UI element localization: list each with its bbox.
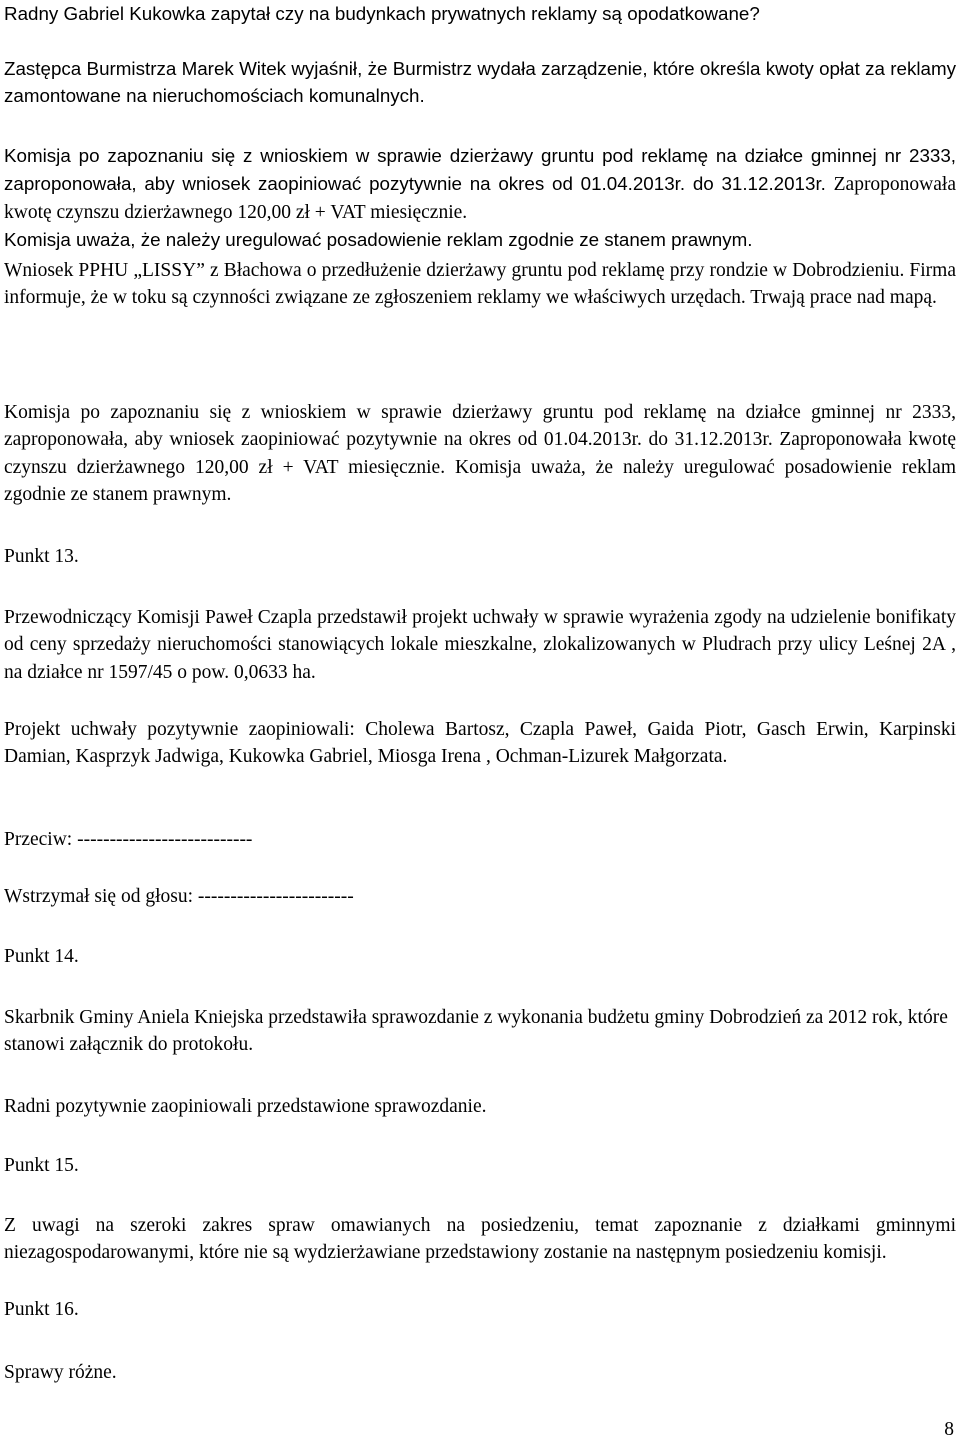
paragraph-resolution-draft xyxy=(4,604,956,686)
heading-punkt-15 xyxy=(4,1152,956,1179)
paragraph-commission-lease-opinion-2 xyxy=(4,399,956,508)
paragraph-commission-lease-opinion-1 xyxy=(4,142,956,254)
paragraph-councillors-opinion xyxy=(4,1093,956,1120)
paragraph-lissy-request xyxy=(4,257,956,312)
paragraph-deputy-mayor-explanation xyxy=(4,55,956,110)
page-number: 8 xyxy=(944,1419,954,1440)
paragraph-voting-against xyxy=(4,826,956,853)
paragraph-voting-for xyxy=(4,716,956,771)
paragraph-text: Wstrzymał się od głosu: ------------------------ xyxy=(4,886,354,907)
paragraph-text: Punkt 13. xyxy=(4,546,79,567)
paragraph-text: Zaproponowała kwotę czynszu dzierżawnego 120,00 zł + VAT miesięcznie. xyxy=(4,174,956,223)
paragraph-text: Projekt uchwały pozytywnie zaopiniowali: Cholewa Bartosz, Czapla Paweł, Gaida Piotr, Gasch Erwin, Karpinski Damian, Kasprzyk Jadwiga, Kukowka Gabriel, Miosga Irena , Ochman-Lizurek Małgorzata. xyxy=(4,719,956,768)
paragraph-text: Radni pozytywnie zaopiniowali przedstawione sprawozdanie. xyxy=(4,1096,487,1117)
heading-punkt-16 xyxy=(4,1296,956,1323)
paragraph-plots-topic-postponed xyxy=(4,1212,956,1267)
paragraph-text: Komisja uważa, że należy uregulować posadowienie reklam zgodnie ze stanem prawnym. xyxy=(4,228,753,250)
heading-punkt-13 xyxy=(4,543,956,570)
paragraph-voting-abstained xyxy=(4,883,956,910)
paragraph-text: Punkt 16. xyxy=(4,1299,79,1320)
paragraph-text: Przewodniczący Komisji Paweł Czapla przedstawił projekt uchwały w sprawie wyrażenia zgody na udzielenie bonifikaty od ceny sprzedaży nieruchomości stanowiących lokale mieszkalne, zlokalizowanych w Pludrach przy ulicy Leśnej 2A , na działce nr 1597/45 o pow. 0,0633 ha. xyxy=(4,607,956,683)
paragraph-text: Skarbnik Gminy Aniela Kniejska przedstawiła sprawozdanie z wykonania budżetu gminy Dobrodzień za 2012 rok, które stanowi załącznik do protokołu. xyxy=(4,1007,948,1056)
paragraph-text: Punkt 15. xyxy=(4,1155,79,1176)
paragraph-text: Zastępca Burmistrza Marek Witek wyjaśnił, że Burmistrz wydała zarządzenie, które określa kwoty opłat za reklamy zamontowane na nieruchomościach komunalnych. xyxy=(4,58,956,107)
paragraph-text: Wniosek PPHU „LISSY” z Błachowa o przedłużenie dzierżawy gruntu pod reklamę przy rondzie w Dobrodzieniu. Firma informuje, że w toku są czynności związane ze zgłoszeniem reklamy we właściwych urzędach. Trwają prace nad mapą. xyxy=(4,260,956,309)
paragraph-text: Radny Gabriel Kukowka zapytał czy na budynkach prywatnych reklamy są opodatkowane? xyxy=(4,3,760,24)
paragraph-text: Komisja po zapoznaniu się z wnioskiem w sprawie dzierżawy gruntu pod reklamę na działce gminnej nr 2333, zaproponowała, aby wniosek zaopiniować pozytywnie na okres od 01.04.2013r. do 31.12.2013r. xyxy=(4,145,956,195)
paragraph-question-advertising-tax xyxy=(4,0,956,27)
heading-punkt-14 xyxy=(4,943,956,970)
paragraph-other-matters xyxy=(4,1359,956,1386)
paragraph-text: Punkt 14. xyxy=(4,946,79,967)
paragraph-text: Komisja po zapoznaniu się z wnioskiem w sprawie dzierżawy gruntu pod reklamę na działce gminnej nr 2333, zaproponowała, aby wniosek zaopiniować pozytywnie na okres od 01.04.2013r. do 31.12.2013r. Zaproponowała kwotę czynszu dzierżawnego 120,00 zł + VAT miesięcznie. Komisja uważa, że należy uregulować posadowienie reklam zgodnie ze stanem prawnym. xyxy=(4,402,956,505)
paragraph-text: Sprawy różne. xyxy=(4,1362,117,1383)
paragraph-budget-report xyxy=(4,1004,956,1059)
paragraph-text: Przeciw: --------------------------- xyxy=(4,829,253,850)
paragraph-text: Z uwagi na szeroki zakres spraw omawianych na posiedzeniu, temat zapoznanie z działkami gminnymi niezagospodarowanymi, które nie są wydzierżawiane przedstawiony zostanie na następnym posiedzeniu komisji. xyxy=(4,1215,956,1264)
